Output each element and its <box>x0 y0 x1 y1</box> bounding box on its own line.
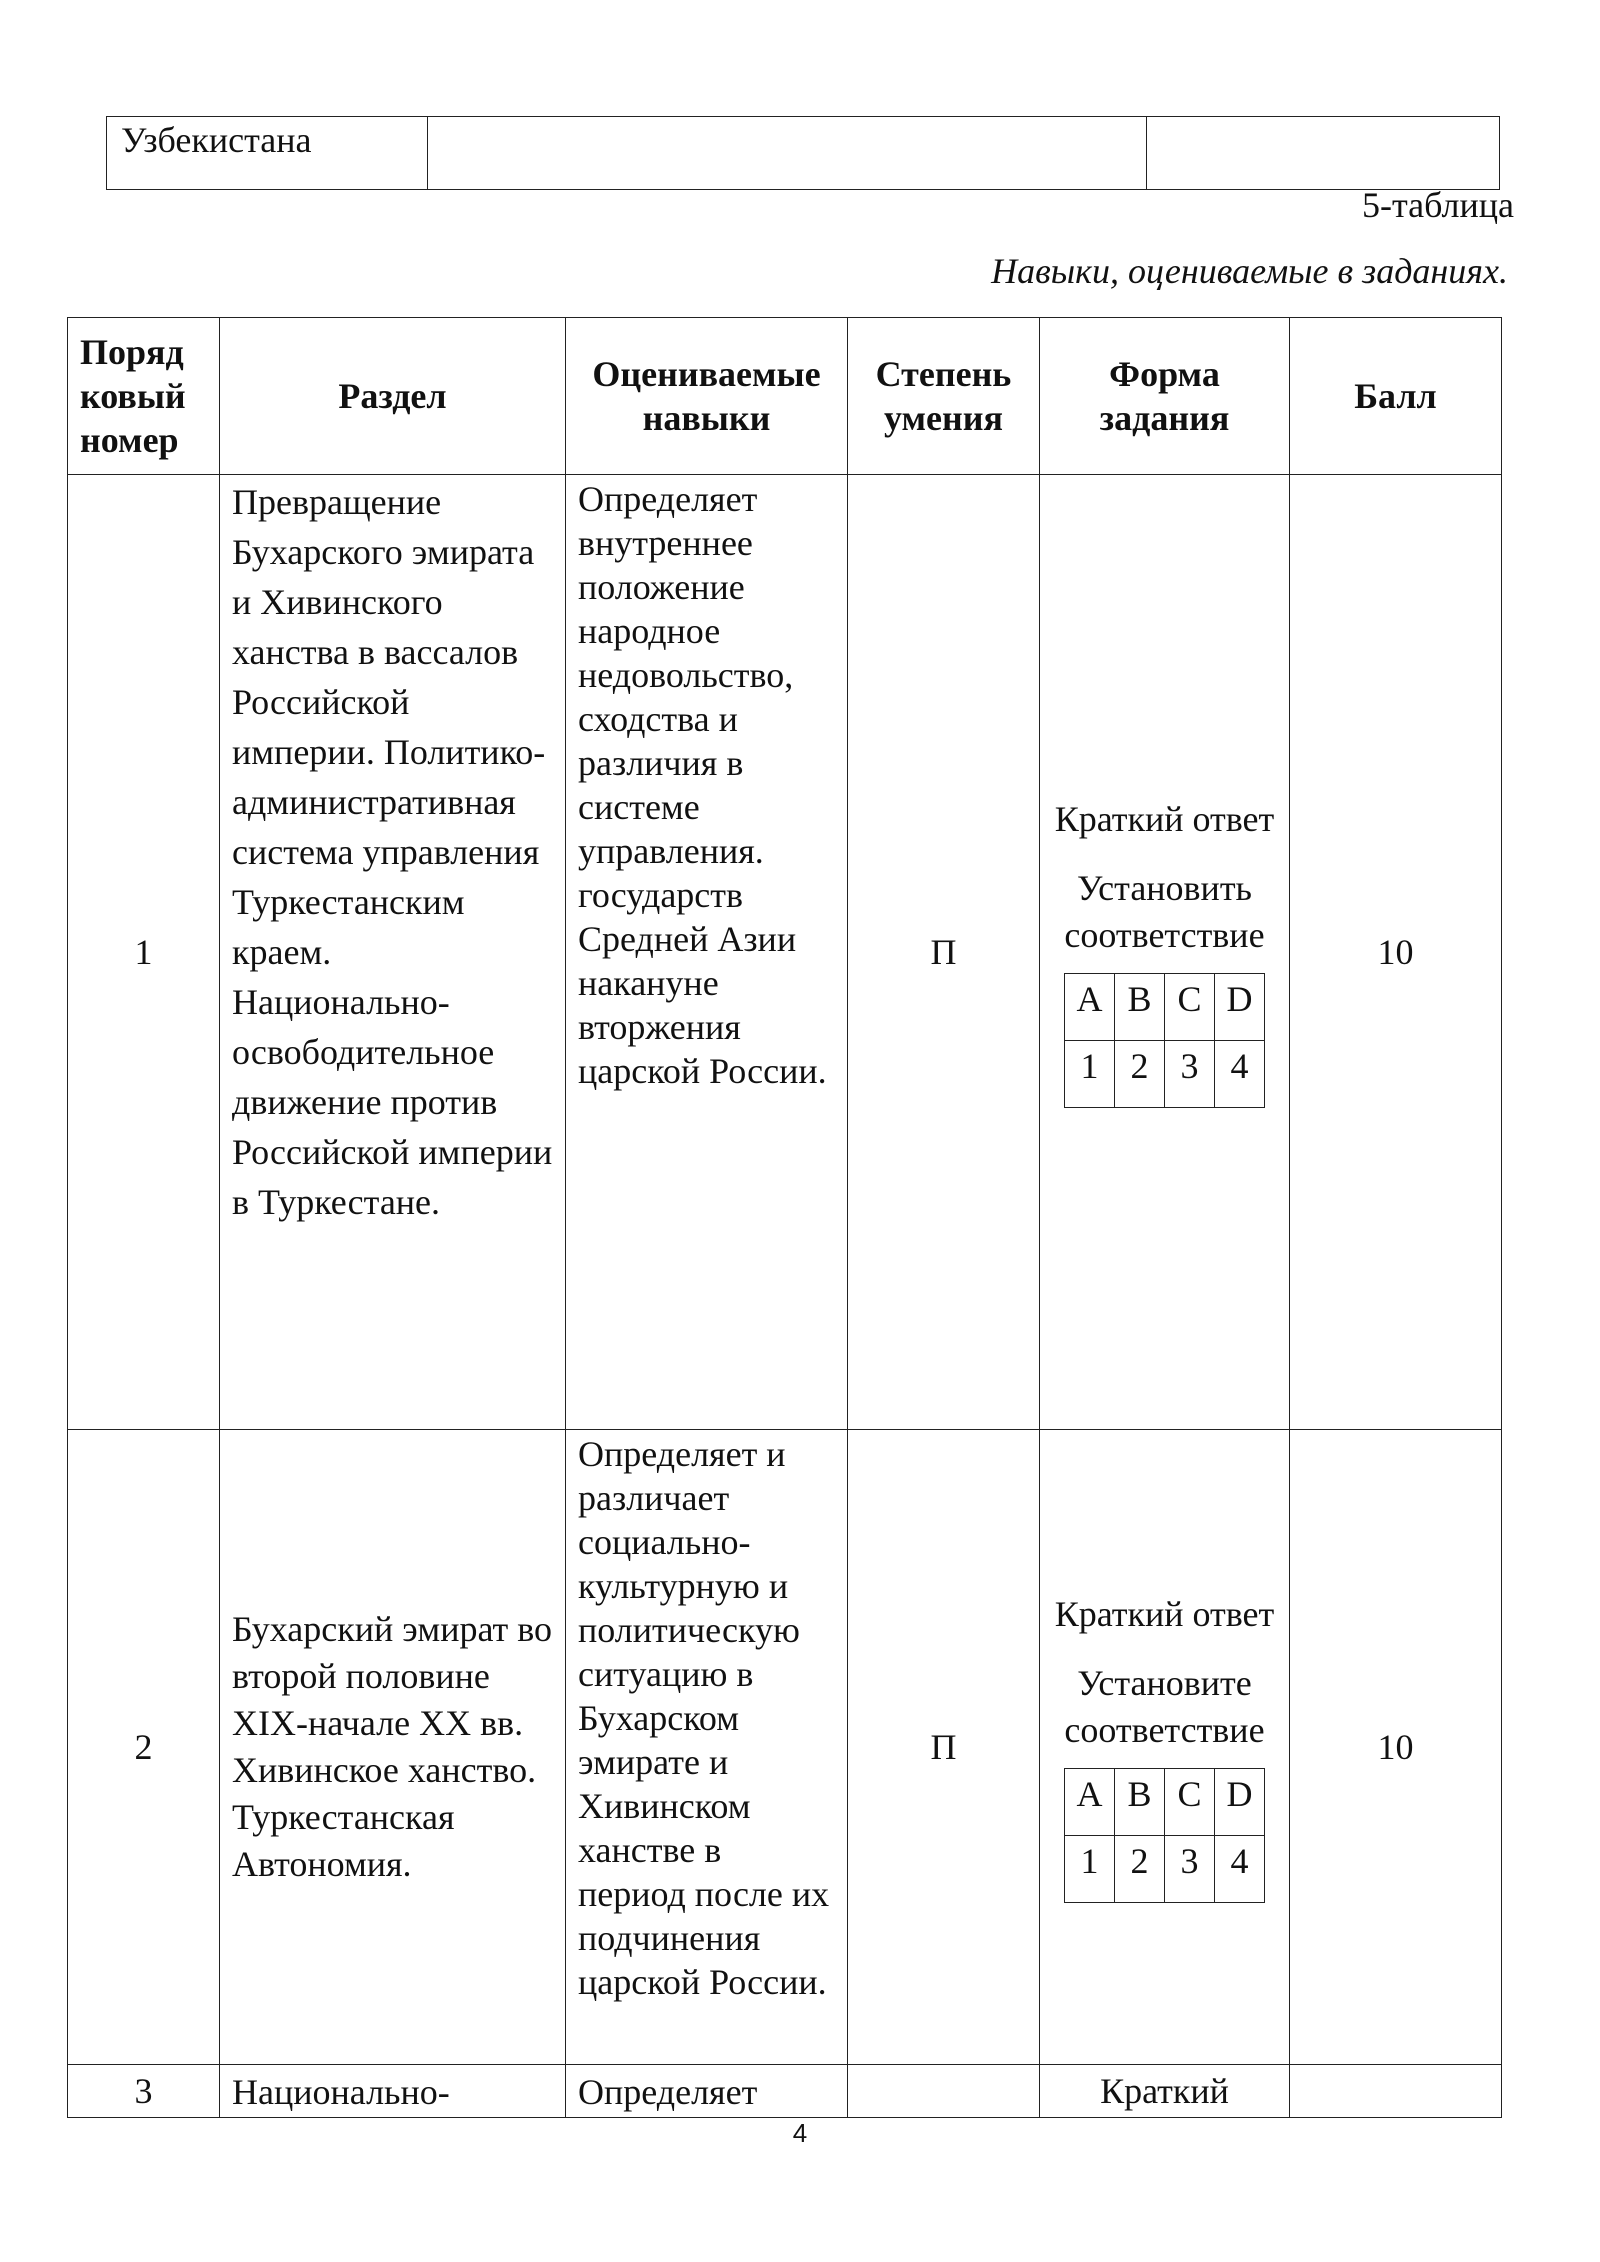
answer-grid-digits <box>1065 1836 1265 1903</box>
row-score: 10 <box>1290 1430 1502 2065</box>
header-form: Форма задания <box>1040 318 1290 475</box>
answer-digit: 4 <box>1215 1041 1265 1108</box>
answer-grid-digits <box>1065 1041 1265 1108</box>
row-skills: Определяет <box>566 2065 848 2118</box>
header-section: Раздел <box>220 318 566 475</box>
answer-digit: 1 <box>1065 1041 1115 1108</box>
row-form: Краткий <box>1040 2065 1290 2118</box>
answer-grid <box>1064 1768 1265 1903</box>
table-caption-number: 5-таблица <box>1361 185 1514 225</box>
row-level: П <box>848 1430 1040 2065</box>
answer-digit: 3 <box>1165 1836 1215 1903</box>
table-row <box>68 2065 1502 2118</box>
answer-letter: C <box>1165 1769 1215 1836</box>
top-table-cell-empty <box>428 117 1147 190</box>
table-caption-title: Навыки, оцениваемые в заданиях. <box>991 251 1508 291</box>
answer-grid-letters <box>1065 1769 1265 1836</box>
header-number: Поряд ковый номер <box>68 318 220 475</box>
row-section: Национально- <box>220 2065 566 2118</box>
page-number: 4 <box>792 2118 808 2148</box>
answer-digit: 2 <box>1115 1836 1165 1903</box>
header-skills: Оцениваемые навыки <box>566 318 848 475</box>
row-section: Бухарский эмират во второй половине XIX-начале XX вв. Хивинское ханство. Туркестанская Автономия. <box>220 1430 566 2065</box>
table-row <box>107 117 1500 190</box>
row-score: 10 <box>1290 475 1502 1430</box>
header-level: Степень умения <box>848 318 1040 475</box>
answer-letter: A <box>1065 974 1115 1041</box>
row-skills: Определяет внутреннее положение народное недовольство, сходства и различия в системе управления. государств Средней Азии накануне вторжения царской России. <box>566 475 848 1430</box>
form-answer-type: Краткий ответ <box>1054 799 1275 839</box>
form-task-type: Установите соответствие <box>1064 1663 1265 1750</box>
row-number: 2 <box>68 1430 220 2065</box>
form-task-type: Установить соответствие <box>1064 868 1265 955</box>
row-skills: Определяет и различает социально-культурную и политическую ситуацию в Бухарском эмирате и Хивинском ханстве в период после их подчинения царской России. <box>566 1430 848 2065</box>
answer-digit: 1 <box>1065 1836 1115 1903</box>
row-number: 1 <box>68 475 220 1430</box>
row-section: Превращение Бухарского эмирата и Хивинского ханства в вассалов Российской империи. Политико-административная система управления Туркестанским краем. Национально-освободительное движение против Российской империи в Туркестане. <box>220 475 566 1430</box>
answer-digit: 3 <box>1165 1041 1215 1108</box>
header-score: Балл <box>1290 318 1502 475</box>
answer-digit: 4 <box>1215 1836 1265 1903</box>
header-row <box>68 318 1502 475</box>
answer-letter: B <box>1115 974 1165 1041</box>
row-score <box>1290 2065 1502 2118</box>
top-table-cell-empty <box>1147 117 1500 190</box>
table-row <box>68 1430 1502 2065</box>
answer-letter: A <box>1065 1769 1115 1836</box>
row-form <box>1040 1430 1290 2065</box>
top-table-cell: Узбекистана <box>107 117 428 190</box>
skills-table <box>67 317 1502 2118</box>
answer-grid-letters <box>1065 974 1265 1041</box>
top-table-remnant <box>106 116 1500 190</box>
answer-letter: D <box>1215 1769 1265 1836</box>
row-number: 3 <box>68 2065 220 2118</box>
row-level <box>848 2065 1040 2118</box>
form-answer-type: Краткий ответ <box>1054 1594 1275 1634</box>
answer-letter: B <box>1115 1769 1165 1836</box>
answer-digit: 2 <box>1115 1041 1165 1108</box>
row-level: П <box>848 475 1040 1430</box>
answer-grid <box>1064 973 1265 1108</box>
answer-letter: D <box>1215 974 1265 1041</box>
row-form <box>1040 475 1290 1430</box>
table-row <box>68 475 1502 1430</box>
answer-letter: C <box>1165 974 1215 1041</box>
